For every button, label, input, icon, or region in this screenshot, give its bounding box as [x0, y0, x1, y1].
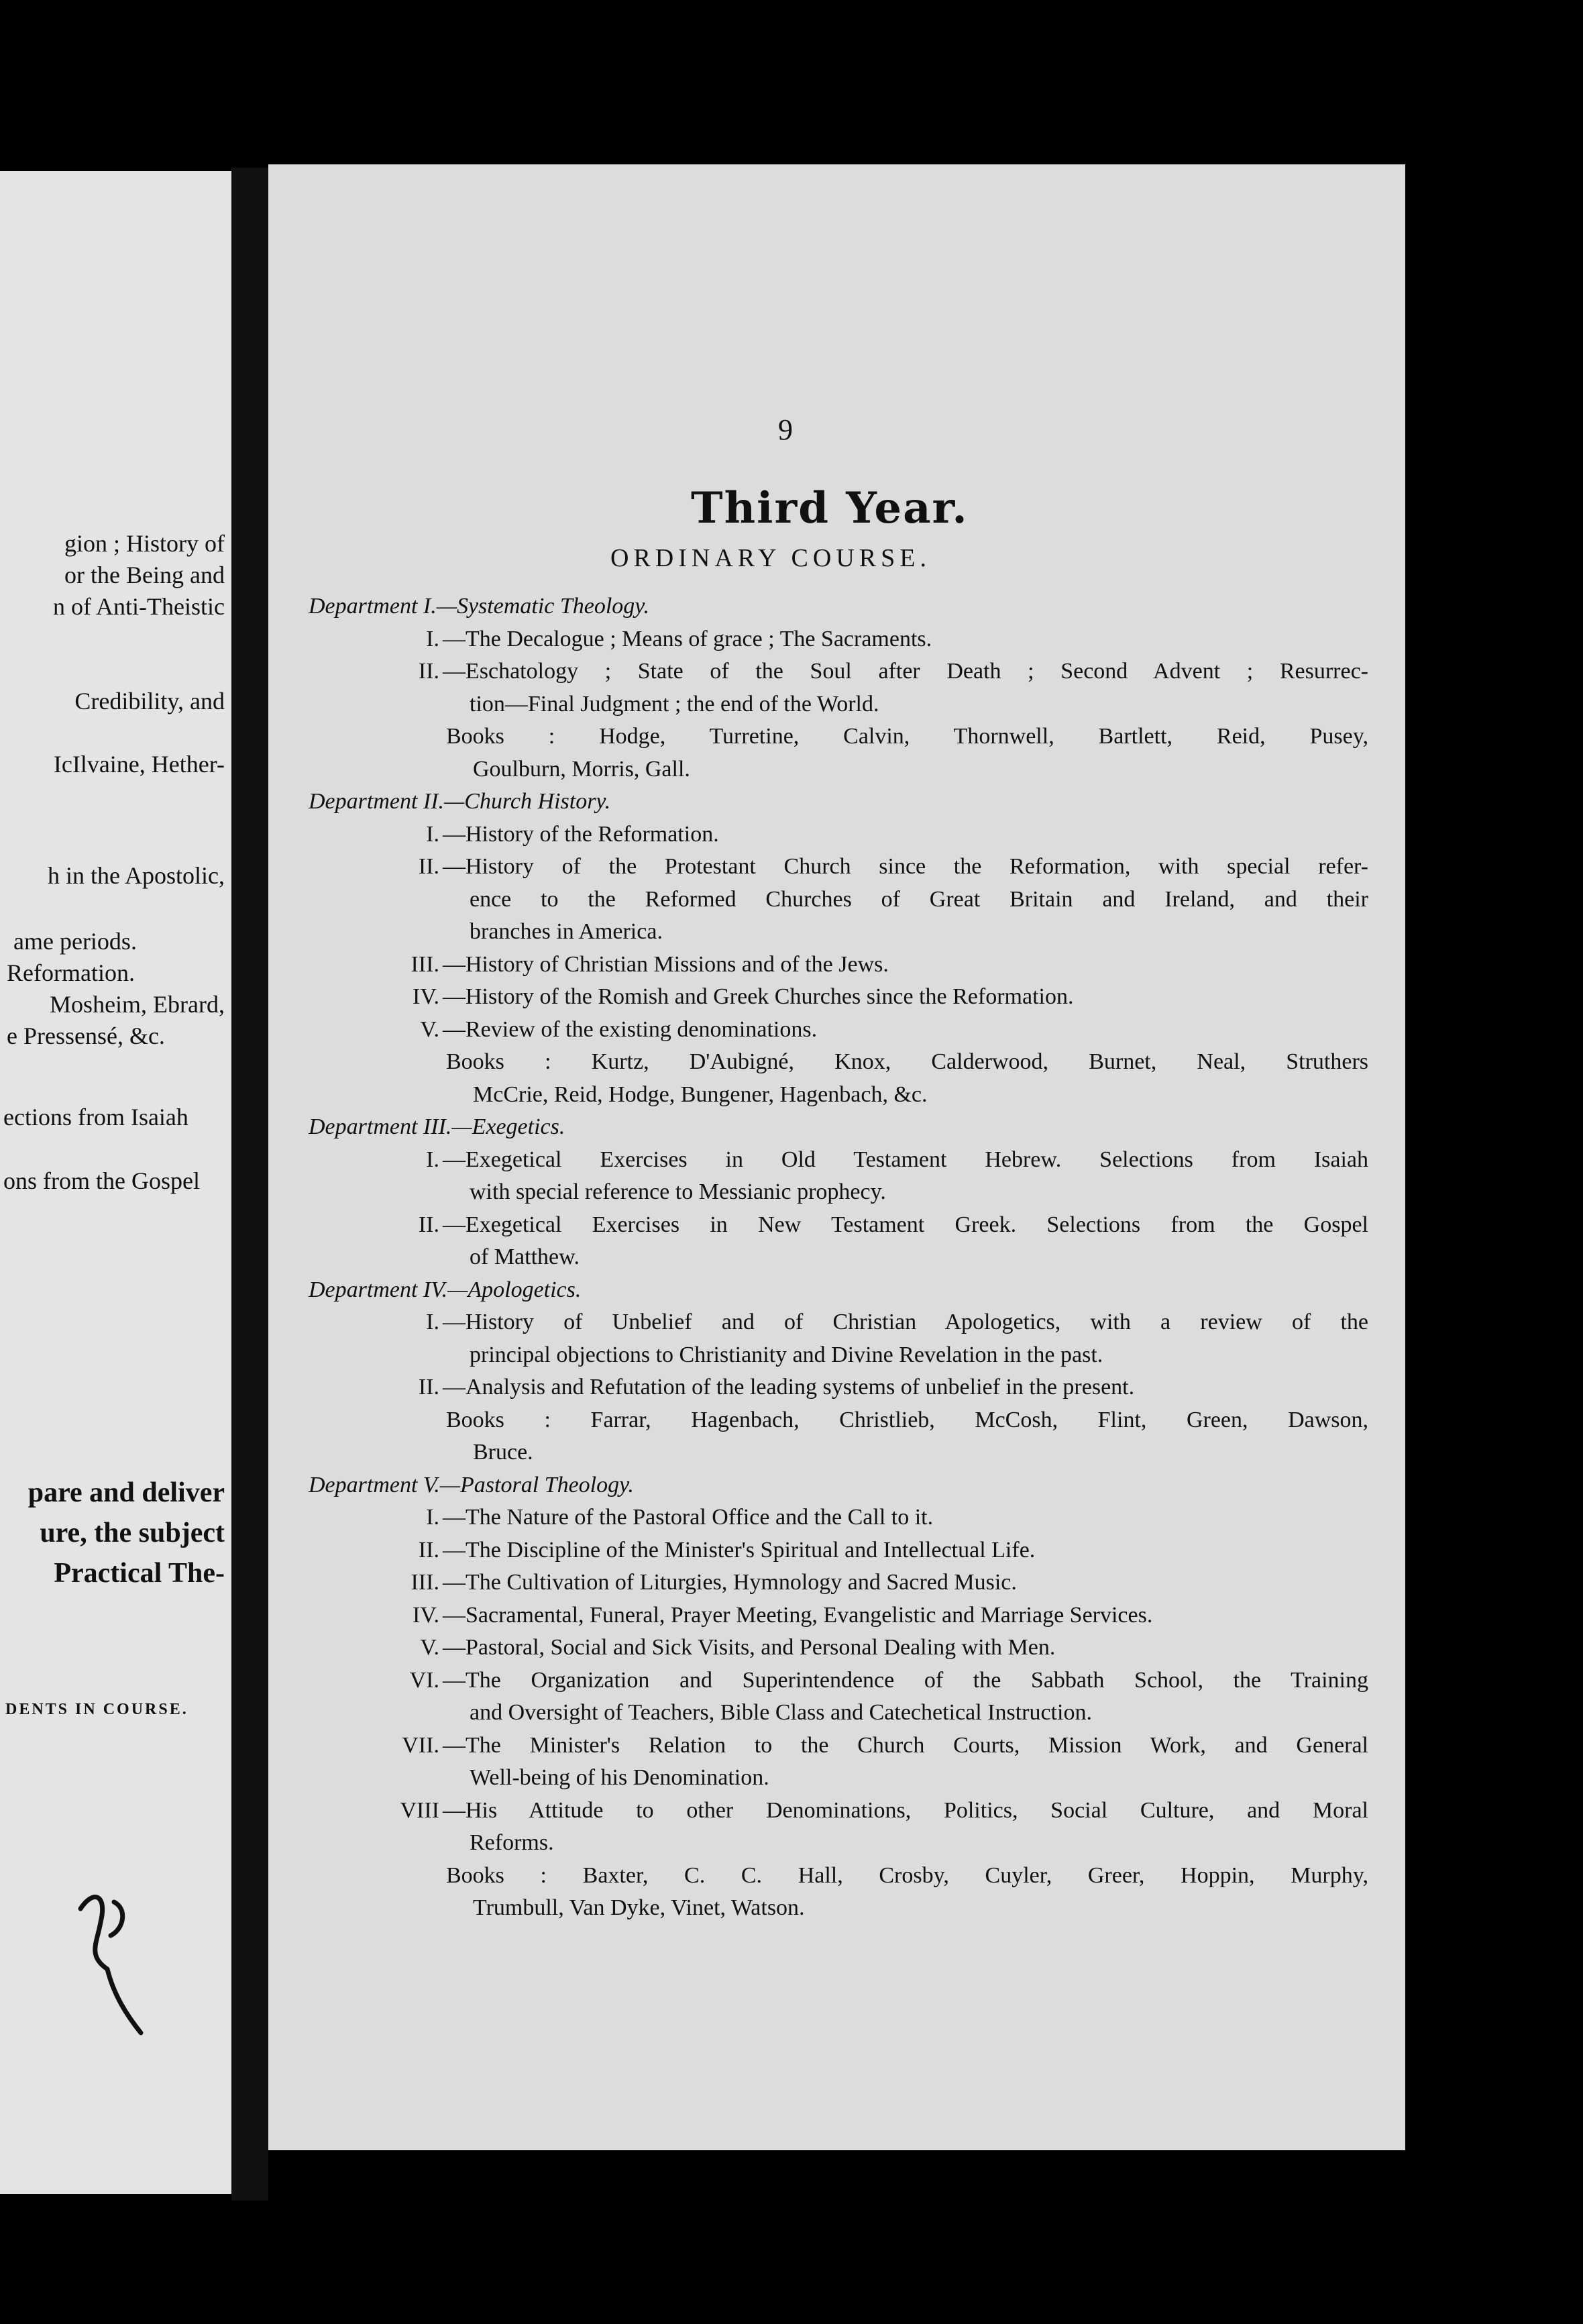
books-list: Books : Kurtz, D'Aubigné, Knox, Calderwood, Burnet, Neal, Struthers: [446, 1049, 1368, 1074]
left-text-line: ons from the Gospel: [3, 1167, 200, 1194]
item-text: —The Decalogue ; Means of grace ; The Sacraments.: [443, 626, 932, 651]
page-title: Third Year.: [691, 483, 969, 533]
left-text-line: pare and deliver: [28, 1477, 225, 1508]
left-text-line: e Pressensé, &c.: [7, 1022, 165, 1049]
item-number: II.: [418, 1537, 439, 1563]
item-number: II.: [418, 1212, 439, 1237]
books-list-continued: Goulburn, Morris, Gall.: [473, 756, 690, 782]
item-number: I.: [426, 1147, 439, 1172]
item-text-continued: branches in America.: [470, 919, 663, 944]
item-text: —Pastoral, Social and Sick Visits, and Personal Dealing with Men.: [443, 1635, 1056, 1660]
item-number: IV.: [413, 1602, 439, 1628]
item-text: —His Attitude to other Denominations, Politics, Social Culture, and Moral: [443, 1797, 1368, 1823]
books-list: Books : Hodge, Turretine, Calvin, Thornwell, Bartlett, Reid, Pusey,: [446, 724, 1368, 749]
left-text-line: Practical The-: [54, 1558, 225, 1589]
department-heading: Department I.—Systematic Theology.: [309, 594, 650, 619]
books-list: Books : Farrar, Hagenbach, Christlieb, McCosh, Flint, Green, Dawson,: [446, 1407, 1368, 1432]
item-number: I.: [426, 1505, 439, 1530]
item-number: IV.: [413, 984, 439, 1009]
item-number: III.: [411, 1570, 439, 1595]
item-number: VII.: [402, 1732, 439, 1758]
left-text-line: IcIlvaine, Hether-: [53, 751, 225, 778]
item-text-continued: principal objections to Christianity and Divine Revelation in the past.: [470, 1342, 1103, 1367]
item-text: —History of the Reformation.: [443, 821, 719, 847]
left-text-line: gion ; History of: [64, 530, 225, 557]
item-number: II.: [418, 854, 439, 879]
item-text: —History of the Protestant Church since the Reformation, with special refer-: [443, 854, 1368, 879]
item-text-continued: tion—Final Judgment ; the end of the World.: [470, 691, 879, 717]
left-text-line: n of Anti-Theistic: [53, 593, 225, 620]
previous-page: [0, 171, 231, 2194]
item-text: —The Organization and Superintendence of the Sabbath School, the Training: [443, 1667, 1368, 1693]
department-heading: Department II.—Church History.: [309, 789, 611, 814]
left-text-line: or the Being and: [64, 562, 225, 588]
department-heading: Department IV.—Apologetics.: [309, 1277, 582, 1302]
left-text-line: ure, the subject: [40, 1518, 225, 1548]
left-text-line: Reformation.: [7, 959, 135, 986]
item-number: I.: [426, 821, 439, 847]
department-heading: Department III.—Exegetics.: [309, 1114, 565, 1139]
books-list-continued: Trumbull, Van Dyke, Vinet, Watson.: [473, 1895, 805, 1920]
course-heading: ORDINARY COURSE.: [610, 544, 931, 572]
item-number: V.: [420, 1016, 439, 1042]
department-heading: Department V.—Pastoral Theology.: [309, 1472, 634, 1497]
document-page: [268, 164, 1405, 2150]
item-text-continued: Reforms.: [470, 1830, 554, 1855]
item-number: I.: [426, 626, 439, 651]
item-text: —Eschatology ; State of the Soul after Death ; Second Advent ; Resurrec-: [443, 659, 1368, 684]
item-text: —History of Unbelief and of Christian Apologetics, with a review of the: [443, 1310, 1368, 1334]
item-text: —Exegetical Exercises in New Testament Greek. Selections from the Gospel: [443, 1212, 1368, 1237]
item-number: I.: [426, 1310, 439, 1334]
item-text: —The Minister's Relation to the Church Courts, Mission Work, and General: [443, 1732, 1368, 1758]
item-number: VIII: [400, 1797, 439, 1823]
left-text-line: Credibility, and: [74, 688, 225, 715]
item-text-continued: Well-being of his Denomination.: [470, 1765, 769, 1790]
item-text: —The Nature of the Pastoral Office and the Call to it.: [443, 1505, 934, 1530]
item-text-continued: of Matthew.: [470, 1245, 580, 1269]
left-text-line: ame periods.: [13, 928, 137, 955]
item-text: —History of the Romish and Greek Churches since the Reformation.: [443, 984, 1074, 1009]
left-text-line: ections from Isaiah: [3, 1104, 188, 1130]
item-text: —The Cultivation of Liturgies, Hymnology and Sacred Music.: [443, 1570, 1017, 1595]
item-text-continued: with special reference to Messianic prophecy.: [470, 1179, 886, 1204]
item-text: —Sacramental, Funeral, Prayer Meeting, Evangelistic and Marriage Services.: [443, 1602, 1153, 1628]
item-text-continued: ence to the Reformed Churches of Great Britain and Ireland, and their: [470, 886, 1368, 912]
item-text-continued: and Oversight of Teachers, Bible Class and Catechetical Instruction.: [470, 1700, 1092, 1725]
left-text-line: h in the Apostolic,: [48, 862, 225, 889]
item-text: —The Discipline of the Minister's Spiritual and Intellectual Life.: [443, 1537, 1036, 1563]
left-text-line: Mosheim, Ebrard,: [50, 991, 225, 1018]
item-text: —Exegetical Exercises in Old Testament Hebrew. Selections from Isaiah: [443, 1147, 1368, 1172]
pencil-mark-icon: [60, 1882, 168, 2036]
item-number: II.: [418, 659, 439, 684]
item-text: —Review of the existing denominations.: [443, 1016, 818, 1042]
item-text: —History of Christian Missions and of the Jews.: [443, 951, 889, 977]
page-number: 9: [778, 413, 793, 446]
item-number: II.: [418, 1375, 439, 1399]
book-gutter: [231, 168, 268, 2201]
left-text-line: DENTS IN COURSE.: [5, 1701, 188, 1718]
books-list-continued: Bruce.: [473, 1440, 533, 1465]
item-number: VI.: [409, 1667, 439, 1693]
books-list: Books : Baxter, C. C. Hall, Crosby, Cuyler, Greer, Hoppin, Murphy,: [446, 1862, 1368, 1888]
item-number: III.: [411, 951, 439, 977]
item-number: V.: [420, 1635, 439, 1660]
books-list-continued: McCrie, Reid, Hodge, Bungener, Hagenbach, &c.: [473, 1081, 928, 1107]
item-text: —Analysis and Refutation of the leading systems of unbelief in the present.: [443, 1375, 1135, 1399]
